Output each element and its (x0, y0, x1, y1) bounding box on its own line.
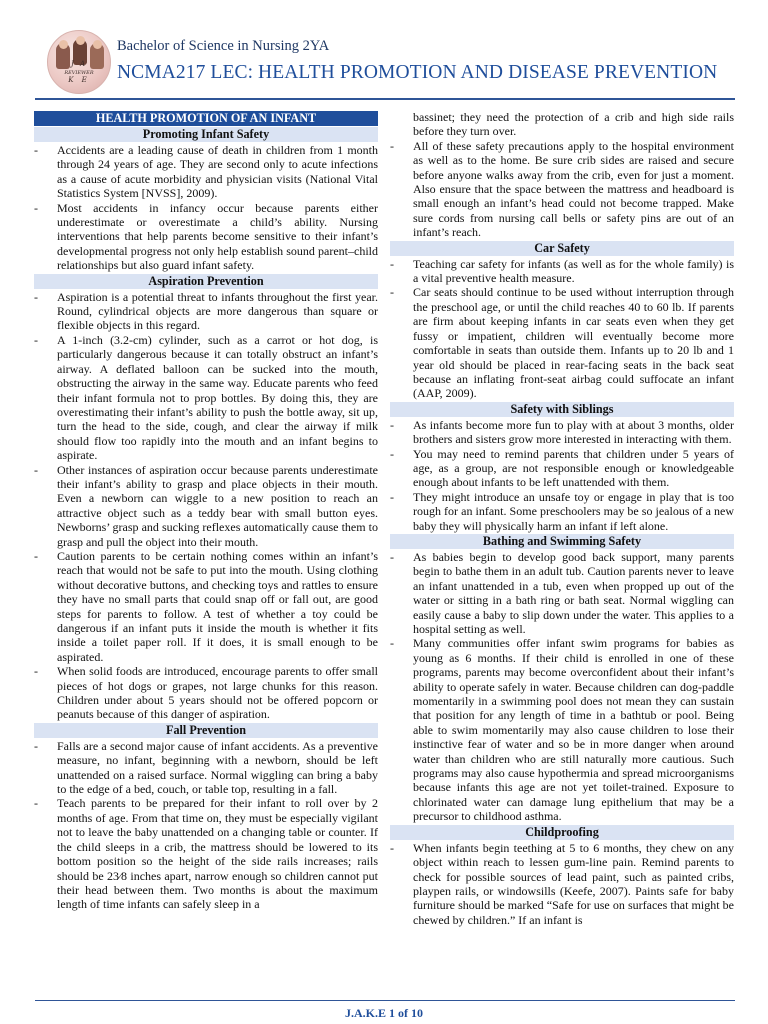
heading-infant-safety: Promoting Infant Safety (34, 127, 378, 142)
list-item: - Aspiration is a potential threat to infants throughout the first year. Round, cylindrical objects are more dangerous than square or flexible objects in this regard. (34, 289, 378, 333)
logo-text-middle: REVIEWER (64, 70, 94, 76)
right-column (390, 110, 734, 927)
list-item: - Caution parents to be certain nothing comes within an infant’s reach that would not be safe to put into the mouth. Using clothing without decorative buttons, and checking toys and rattles to ensure they have no small parts that could snap off or fall out, are good steps for parents to follow. A test of whether a toy could be dangerous if an infant puts it inside the mouth is whether it fits inside a toilet paper roll. If it does, it is small enough to be aspirated. (34, 548, 378, 664)
list-item-text: A 1-inch (3.2-cm) cylinder, such as a carrot or hot dog, is particularly dangerous because it can totally obstruct an infant’s airway. A deflated balloon can be sucked into the mouth, obstructing the airway in the same way. Educate parents who feed their infant formula not to prop bottles. By doing this, they are overestimating their infant’s ability to push the bottle away, sit up, turn the head to the side, cough, and clear the airway if milk should flow too rapidly into the mouth and an infant begins to aspirate. (57, 332, 378, 463)
program-subtitle: Bachelor of Science in Nursing 2YA (117, 38, 330, 54)
continued-text: bassinet; they need the protection of a crib and high side rails before they turn over. (413, 110, 734, 139)
list-item-text: They might introduce an unsafe toy or engage in play that is too rough for an infant. Some preschoolers may be so jealous of a new baby they will physically harm an infant if left alone. (413, 489, 734, 533)
list-item: - A 1-inch (3.2-cm) cylinder, such as a carrot or hot dog, is particularly dangerous because it can totally obstruct an infant’s airway. A deflated balloon can be sucked into the mouth, obstructing the airway in the same way. Educate parents who feed their infant formula not to prop bottles. By doing this, they are overestimating their infant’s ability to push the bottle away, sit up, turn the head to the side, cough, and clear the airway if milk should flow too rapidly into the mouth and an infant begins to aspirate. (34, 332, 378, 463)
list-item: - As infants become more fun to play with at about 3 months, older brothers and sisters grow more interested in interacting with them. (390, 417, 734, 447)
list-item: - Falls are a second major cause of infant accidents. As a preventive measure, no infant, beginning with a newborn, should be left unattended on a raised surface. Normal wiggling can bring a baby to the edge of a bed, couch, or table top, resulting in a fall. (34, 738, 378, 797)
list-item: - They might introduce an unsafe toy or engage in play that is too rough for an infant. Some preschoolers may be so jealous of a new baby they will physically harm an infant if left alone. (390, 489, 734, 533)
list-item-text: When infants begin teething at 5 to 6 months, they chew on any object within reach to lessen gum-line pain. Remind parents to check for possible sources of lead paint, such as painted cribs, playpen rails, or windowsills (Keefe, 2007). Paints safe for baby furniture should be marked “Safe for use on surfaces that might be chewed by children.” If an infant is (413, 840, 734, 927)
heading-bathing-swimming: Bathing and Swimming Safety (390, 534, 734, 549)
left-column (34, 110, 378, 912)
list-item: - As babies begin to develop good back support, many parents begin to bathe them in an adult tub. Caution parents never to leave an infant unattended in a tub, even when propped up out of the water or sitting in a bath ring or bath seat. Normal wiggling can easily cause a baby to slip down under the water. This applies to a hospital setting as well. (390, 549, 734, 636)
list-item-text: When solid foods are introduced, encourage parents to offer small pieces of hot dogs or grapes, not large chunks for this reason. Children under about 5 years should not be offered popcorn or peanuts because of this danger of aspiration. (57, 664, 378, 722)
footer-divider (35, 1000, 735, 1001)
reviewer-logo (47, 30, 111, 94)
heading-aspiration: Aspiration Prevention (34, 274, 378, 289)
list-item-text: Caution parents to be certain nothing comes within an infant’s reach that would not be safe to put into the mouth. Using clothing without decorative buttons, and checking toys and rattles to ensure they have no small parts that could snap off or fall out, are good steps for parents to follow. A test of whether a toy could be dangerous if an infant puts it inside the mouth is whether it fits inside a toilet paper roll. If it does, it is small enough to be aspirated. (57, 548, 378, 664)
list-item: - Most accidents in infancy occur because parents either underestimate or overestimate a child’s ability. Nursing interventions that help parents become sensitive to their infant’s developmental progress not only help establish sound parent–child relationships but also guard infant safety. (34, 200, 378, 273)
list-item: - Teaching car safety for infants (as well as for the whole family) is a vital preventive health measure. (390, 256, 734, 286)
list-item-text: Other instances of aspiration occur because parents underestimate their infant’s ability to grasp and place objects in their mouth. Even a newborn can wiggle to a new position to reach an attractive object such as a teddy bear with small button eyes. Newborns’ grasp and sucking reflexes automatically cause them to grasp and pull the object into their mouth. (57, 462, 378, 549)
list-item-text: Accidents are a leading cause of death in children from 1 month through 24 years of age. They are second only to acute infections as a cause of acute morbidity and physician visits (National Vital Statistics System [NVSS], 2009). (57, 143, 378, 201)
heading-fall-prevention: Fall Prevention (34, 723, 378, 738)
heading-car-safety: Car Safety (390, 241, 734, 256)
list-item-text: As babies begin to develop good back support, many parents begin to bathe them in an adult tub. Caution parents never to leave an infant unattended in a tub, even when propped up out of the water or sitting in a bath ring or bath seat. Normal wiggling can easily cause a baby to slip down under the water. This applies to a hospital setting as well. (413, 549, 734, 636)
page-header (0, 0, 768, 110)
list-item: - When infants begin teething at 5 to 6 months, they chew on any object within reach to lessen gum-line pain. Remind parents to check for possible sources of lead paint, such as painted cribs, playpen rails, or windowsills (Keefe, 2007). Paints safe for baby furniture should be marked “Safe for use on surfaces that might be chewed by children.” If an infant is (390, 840, 734, 927)
heading-sibling-safety: Safety with Siblings (390, 402, 734, 417)
list-item: - Many communities offer infant swim programs for babies as young as 6 months. If their child is enrolled in one of these programs, parents may become overconfident about their infant’s ability to operate safely in water. Because children can dog-paddle momentarily in a swimming pool does not mean they can sustain that position for any length of time in a bathtub or pool. Being able to swim momentarily may also cause children to lose their instinctive fear of water and so be in more danger when around water than children who are still naturally more cautious. Such programs may also cause hypothermia and spread microorganisms because infants this age are not yet toilet-trained. Exposure to chlorinated water can damage lung epithelium that may be a precursor to childhood asthma. (390, 636, 734, 824)
list-item: - Teach parents to be prepared for their infant to roll over by 2 months of age. From that time on, they must be especially vigilant not to leave the baby unattended on a changing table or counter. If the child sleeps in a crib, the mattress should be lowered to its bottom position so the height of the side rails increases; rails should be 23⁄8 inches apart, narrow enough so children cannot put their head between them. Two months is about the maximum length of time infants can safely sleep in a (34, 796, 378, 912)
list-item-text: Aspiration is a potential threat to infants throughout the first year. Round, cylindrical objects are more dangerous than square or flexible objects in this regard. (57, 289, 378, 333)
list-item: - When solid foods are introduced, encourage parents to offer small pieces of hot dogs or grapes, not large chunks for this reason. Children under about 5 years should not be offered popcorn or peanuts because of this danger of aspiration. (34, 664, 378, 722)
list-item-text: Many communities offer infant swim programs for babies as young as 6 months. If their child is enrolled in one of these programs, parents may become overconfident about their infant’s ability to operate safely in water. Because children can dog-paddle momentarily in a swimming pool does not mean they can sustain that position for any length of time in a bathtub or pool. Being able to swim momentarily may also cause children to lose their instinctive fear of water and so be in more danger when around water than children who are still naturally more cautious. Such programs may also cause hypothermia and spread microorganisms because infants this age are not yet toilet-trained. Exposure to chlorinated water can damage lung epithelium that may be a precursor to childhood asthma. (413, 636, 734, 824)
header-divider (35, 98, 735, 100)
logo-text-top: J A (70, 60, 88, 68)
list-item: - Other instances of aspiration occur because parents underestimate their infant’s ability to grasp and place objects in their mouth. Even a newborn can wiggle to a new position to reach an attractive object such as a teddy bear with small button eyes. Newborns’ grasp and sucking reflexes automatically cause them to grasp and pull the object into their mouth. (34, 462, 378, 549)
list-item-text: You may need to remind parents that children under 5 years of age, as a group, are not responsible enough or knowledgeable enough about infants to be left unattended with them. (413, 446, 734, 490)
list-item: - Accidents are a leading cause of death in children from 1 month through 24 years of age. They are second only to acute infections as a cause of acute morbidity and physician visits (National Vital Statistics System [NVSS], 2009). (34, 143, 378, 201)
list-item-text: All of these safety precautions apply to the hospital environment as well as to the home. Be sure crib sides are raised and secure before anyone walks away from the crib, even for just a moment. Also ensure that the space between the mattress and headboard is small enough an infant’s head could not become trapped. Make sure cords from nursing call bells or safety pins are out of an infant’s reach. (413, 138, 734, 240)
logo-text-bottom: K E (68, 76, 90, 84)
list-item-text: Most accidents in infancy occur because parents either underestimate or overestimate a child’s ability. Nursing interventions that help parents become sensitive to their infant’s developmental progress not only help establish sound parent–child relationships but also guard infant safety. (57, 200, 378, 273)
list-item: - You may need to remind parents that children under 5 years of age, as a group, are not responsible enough or knowledgeable enough about infants to be left unattended with them. (390, 446, 734, 490)
course-title: NCMA217 LEC: HEALTH PROMOTION AND DISEASE PREVENTION (117, 62, 718, 83)
list-item-text: Car seats should continue to be used without interruption through the preschool age, or until the child reaches 40 to 60 lb. If parents are firm about keeping infants in car seats even when they get fussy or impatient, children will eventually become more comfortable in seats than outside them. Infants up to 20 lb and 1 year old should be placed in rear-facing seats in the back seat because an inflating front-seat airbag could suffocate an infant (AAP, 2009). (413, 285, 734, 401)
list-item-text: Falls are a second major cause of infant accidents. As a preventive measure, no infant, beginning with a newborn, should be left unattended on a raised surface. Normal wiggling can bring a baby to the edge of a bed, couch, or table top, resulting in a fall. (57, 738, 378, 797)
list-item-text: As infants become more fun to play with at about 3 months, older brothers and sisters grow more interested in interacting with them. (413, 417, 734, 447)
section-main-heading: HEALTH PROMOTION OF AN INFANT (34, 111, 378, 126)
heading-childproofing: Childproofing (390, 825, 734, 840)
list-item: - Car seats should continue to be used without interruption through the preschool age, or until the child reaches 40 to 60 lb. If parents are firm about keeping infants in car seats even when they get fussy or impatient, children will eventually become more comfortable in seats than outside them. Infants up to 20 lb and 1 year old should be placed in rear-facing seats in the back seat because an inflating front-seat airbag could suffocate an infant (AAP, 2009). (390, 285, 734, 401)
list-item: - All of these safety precautions apply to the hospital environment as well as to the home. Be sure crib sides are raised and secure before anyone walks away from the crib, even for just a moment. Also ensure that the space between the mattress and headboard is small enough an infant’s head could not become trapped. Make sure cords from nursing call bells or safety pins are out of an infant’s reach. (390, 138, 734, 240)
page-footer: J.A.K.E 1 of 10 (345, 1006, 423, 1020)
list-item-text: Teaching car safety for infants (as well as for the whole family) is a vital preventive health measure. (413, 256, 734, 286)
list-item-text: Teach parents to be prepared for their infant to roll over by 2 months of age. From that time on, they must be especially vigilant not to leave the baby unattended on a changing table or counter. If the child sleeps in a crib, the mattress should be lowered to its bottom position so the height of the side rails increases; rails should be 23⁄8 inches apart, narrow enough so children cannot put their head between them. Two months is about the maximum length of time infants can safely sleep in a (57, 796, 378, 912)
